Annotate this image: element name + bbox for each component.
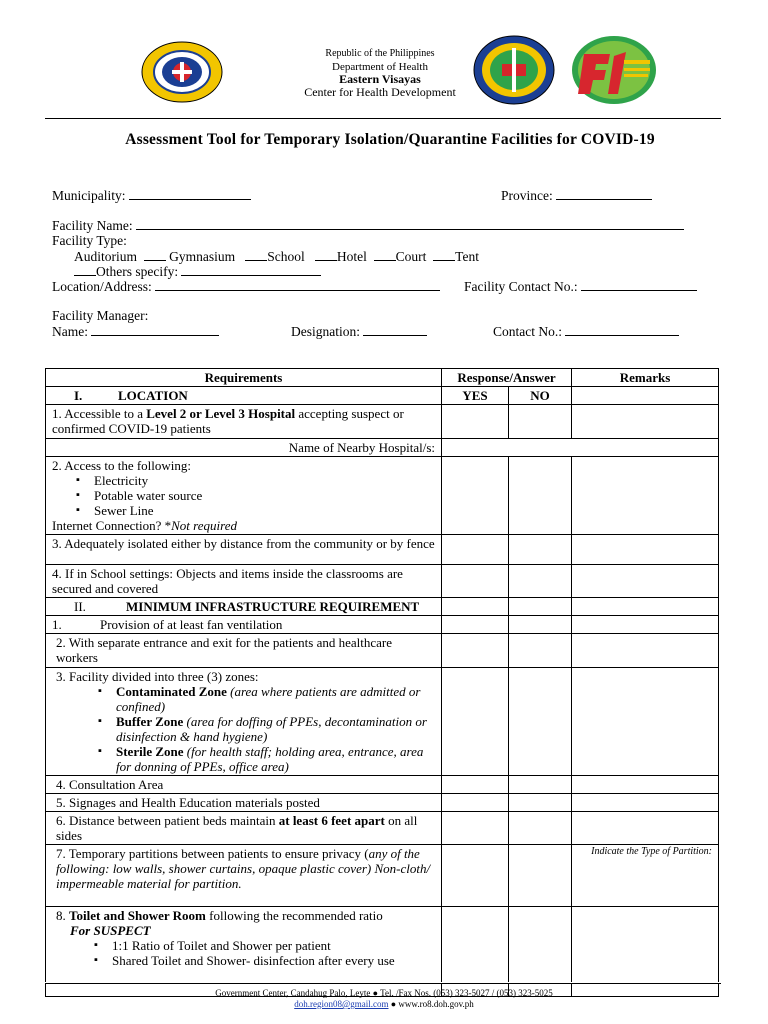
internet-line [52,518,435,533]
header-remarks: Remarks [572,369,719,387]
no-cell[interactable] [509,405,572,439]
footer-website: ● www.ro8.doh.gov.ph [388,999,474,1009]
type-tent-blank[interactable] [433,248,455,261]
type-auditorium: Auditorium [74,249,137,264]
contact-no-field[interactable] [565,323,679,336]
yes-cell[interactable] [442,845,509,907]
toilet-list [56,938,435,968]
contact-no-label: Contact No.: [493,324,566,339]
remarks-cell[interactable] [572,668,719,776]
list-item: ▪ 1:1 Ratio of Toilet and Shower per patient [112,938,435,953]
table-row [46,668,719,776]
location-label: Location/Address: [52,279,156,294]
section-location [46,387,442,405]
others-label: Others specify: [96,264,182,279]
section-infrastructure [46,598,442,616]
list-item [116,714,435,744]
no-cell[interactable] [509,845,572,907]
header-line-republic: Republic of the Philippines [325,48,435,59]
location-row [52,278,440,295]
zone-name: Buffer Zone [116,714,184,729]
remarks-cell[interactable] [572,616,719,634]
header-divider [45,118,721,119]
province-label: Province: [501,188,557,203]
type-gymnasium: Gymnasium [169,249,236,264]
no-cell[interactable] [509,668,572,776]
req-text-bold: Toilet and Shower Room [69,908,206,923]
requirements-table [45,368,719,997]
yes-cell[interactable] [442,616,509,634]
province-row [501,187,652,204]
zone-name: Sterile Zone [116,744,184,759]
yes-cell[interactable] [442,535,509,565]
req-consultation: 4. Consultation Area [46,776,442,794]
req-text: following the recommended ratio [205,908,383,923]
nearby-hospital-label: Name of Nearby Hospital/s: [46,439,442,457]
facility-manager-label: Facility Manager: [52,308,149,323]
list-item: ▪ Electricity [94,473,435,488]
table-row [46,439,719,457]
others-field[interactable] [181,263,321,276]
f1-plus-logo [570,34,658,106]
req-separate-entrance: 2. With separate entrance and exit for the patients and healthcare workers [46,634,442,668]
municipality-field[interactable] [129,187,251,200]
remarks-cell[interactable] [572,598,719,616]
facility-contact-label: Facility Contact No.: [464,279,581,294]
req-isolation: 3. Adequately isolated either by distance from the community or by fence [46,535,442,565]
others-blank[interactable] [74,263,96,276]
remarks-cell[interactable] [572,405,719,439]
zone-name: Contaminated Zone [116,684,227,699]
req-toilet-title [56,908,435,923]
req-num: 1. [52,617,62,632]
table-row [46,616,719,634]
yes-cell[interactable] [442,668,509,776]
yes-cell[interactable] [442,405,509,439]
municipality-label: Municipality: [52,188,129,203]
yes-cell[interactable] [442,812,509,845]
header-line-region: Eastern Visayas [339,72,421,86]
footer-email-link[interactable]: doh.region08@gmail.com [294,999,389,1009]
req-hospital-access [46,405,442,439]
no-cell[interactable] [509,812,572,845]
table-row [46,794,719,812]
facility-contact-field[interactable] [581,278,697,291]
zone-desc: (for health staff; holding area, entrance, area for donning of PPEs, office area) [116,744,424,774]
designation-label: Designation: [291,324,364,339]
header-requirements: Requirements [46,369,442,387]
req-text-italic: any of the following: low walls, shower curtains, opaque plastic cover) Non-cloth/ impermeable material for partition. [56,846,431,891]
req-text: on all sides [56,813,418,843]
type-gymnasium-blank[interactable] [144,248,166,261]
req-text: 1. Accessible to a [52,406,147,421]
manager-name-label: Name: [52,324,92,339]
remarks-cell[interactable] [572,387,719,405]
list-item [116,684,435,714]
table-row [46,405,719,439]
yes-cell[interactable] [442,457,509,535]
section-infrastructure-row [46,598,719,616]
letterhead [230,48,530,98]
section-location-label: LOCATION [118,388,188,403]
suspect-subheading: For SUSPECT [70,923,151,938]
req-text-italic: Not required [171,518,237,533]
header-no: NO [509,387,572,405]
table-row [46,634,719,668]
designation-row [291,323,427,340]
manager-name-field[interactable] [91,323,219,336]
yes-cell[interactable] [442,598,509,616]
req-text: 7. Temporary partitions between patients to ensure privacy ( [56,846,369,861]
remarks-cell[interactable] [572,776,719,794]
req-num: 8. [56,908,69,923]
no-cell[interactable] [509,535,572,565]
list-item [116,744,435,774]
doh-national-seal-logo [140,40,224,104]
nearby-hospital-field[interactable] [442,439,719,457]
section-infrastructure-label: MINIMUM INFRASTRUCTURE REQUIREMENT [126,599,420,614]
no-cell[interactable] [509,634,572,668]
facility-name-field[interactable] [136,217,684,230]
remarks-cell[interactable] [572,457,719,535]
header-response: Response/Answer [442,369,572,387]
header-line-center: Center for Health Development [304,84,456,99]
table-row [46,565,719,598]
facility-contact-row [464,278,697,295]
type-school-blank[interactable] [245,248,267,261]
req-text: 2. Access to the following: [52,458,192,473]
municipality-row [52,187,251,204]
footer-divider [45,983,721,984]
req-text-bold: at least 6 feet apart [278,813,385,828]
req-text: accepting suspect or confirmed COVID-19 patients [52,406,404,436]
yes-cell[interactable] [442,776,509,794]
footer-address: Government Center, Candahug Palo, Leyte ● Tel. /Fax Nos. (053) 323-5027 / (053) 323-5025 [215,988,553,998]
req-text: 6. Distance between patient beds maintain [56,813,279,828]
req-zones [46,668,442,776]
no-cell[interactable] [509,776,572,794]
type-hotel: Hotel [336,249,367,264]
partition-type-note: Indicate the Type of Partition: [591,846,713,857]
table-row [46,776,719,794]
remarks-cell[interactable] [572,845,719,907]
no-cell[interactable] [509,457,572,535]
no-cell[interactable] [509,598,572,616]
req-utilities [46,457,442,535]
header-yes: YES [442,387,509,405]
contact-no-row [493,323,679,340]
section-location-num: I. [74,388,83,403]
list-item: ▪ Sewer Line [94,503,435,518]
req-text-bold: Level 2 or Level 3 Hospital [146,406,296,421]
utilities-list [52,473,435,518]
type-school: School [267,249,305,264]
header-line-doh: Department of Health [332,60,428,73]
type-hotel-blank[interactable] [315,248,337,261]
remarks-cell[interactable] [572,812,719,845]
facility-type-label: Facility Type: [52,233,127,248]
facility-name-label: Facility Name: [52,218,136,233]
no-cell[interactable] [509,794,572,812]
yes-cell[interactable] [442,634,509,668]
zones-list [56,684,435,774]
list-item: ▪ Shared Toilet and Shower- disinfection after every use [112,953,435,968]
table-row [46,457,719,535]
designation-field[interactable] [363,323,427,336]
req-partitions [46,845,442,907]
table-row [46,845,719,907]
facility-name-row [52,217,684,234]
req-school-settings: 4. If in School settings: Objects and items inside the classrooms are secured and covered [46,565,442,598]
req-text: 3. Facility divided into three (3) zones: [56,669,259,684]
zone-desc: (area for doffing of PPEs, decontamination or disinfection & hand hygiene) [116,714,427,744]
table-row [46,535,719,565]
req-bed-distance [46,812,442,845]
type-tent: Tent [455,249,479,264]
req-signages: 5. Signages and Health Education materials posted [46,794,442,812]
manager-name-row [52,323,219,340]
location-field[interactable] [155,278,440,291]
req-text: Internet Connection? * [52,518,172,533]
yes-cell[interactable] [442,565,509,598]
no-cell[interactable] [509,616,572,634]
req-ventilation [46,616,442,634]
list-item: ▪ Potable water source [94,488,435,503]
zone-desc: (area where patients are admitted or confined) [116,684,421,714]
section-infrastructure-num: II. [74,599,86,614]
table-header-row [46,369,719,387]
req-text: Provision of at least fan ventilation [100,617,283,632]
remarks-cell[interactable] [572,634,719,668]
remarks-cell[interactable] [572,535,719,565]
province-field[interactable] [556,187,652,200]
document-title: Assessment Tool for Temporary Isolation/Quarantine Facilities for COVID-19 [125,131,655,148]
no-cell[interactable] [509,565,572,598]
type-court: Court [395,249,427,264]
section-location-row [46,387,719,405]
remarks-cell[interactable] [572,565,719,598]
footer-contacts [0,999,768,1010]
yes-cell[interactable] [442,794,509,812]
type-court-blank[interactable] [374,248,396,261]
table-row [46,812,719,845]
remarks-cell[interactable] [572,794,719,812]
